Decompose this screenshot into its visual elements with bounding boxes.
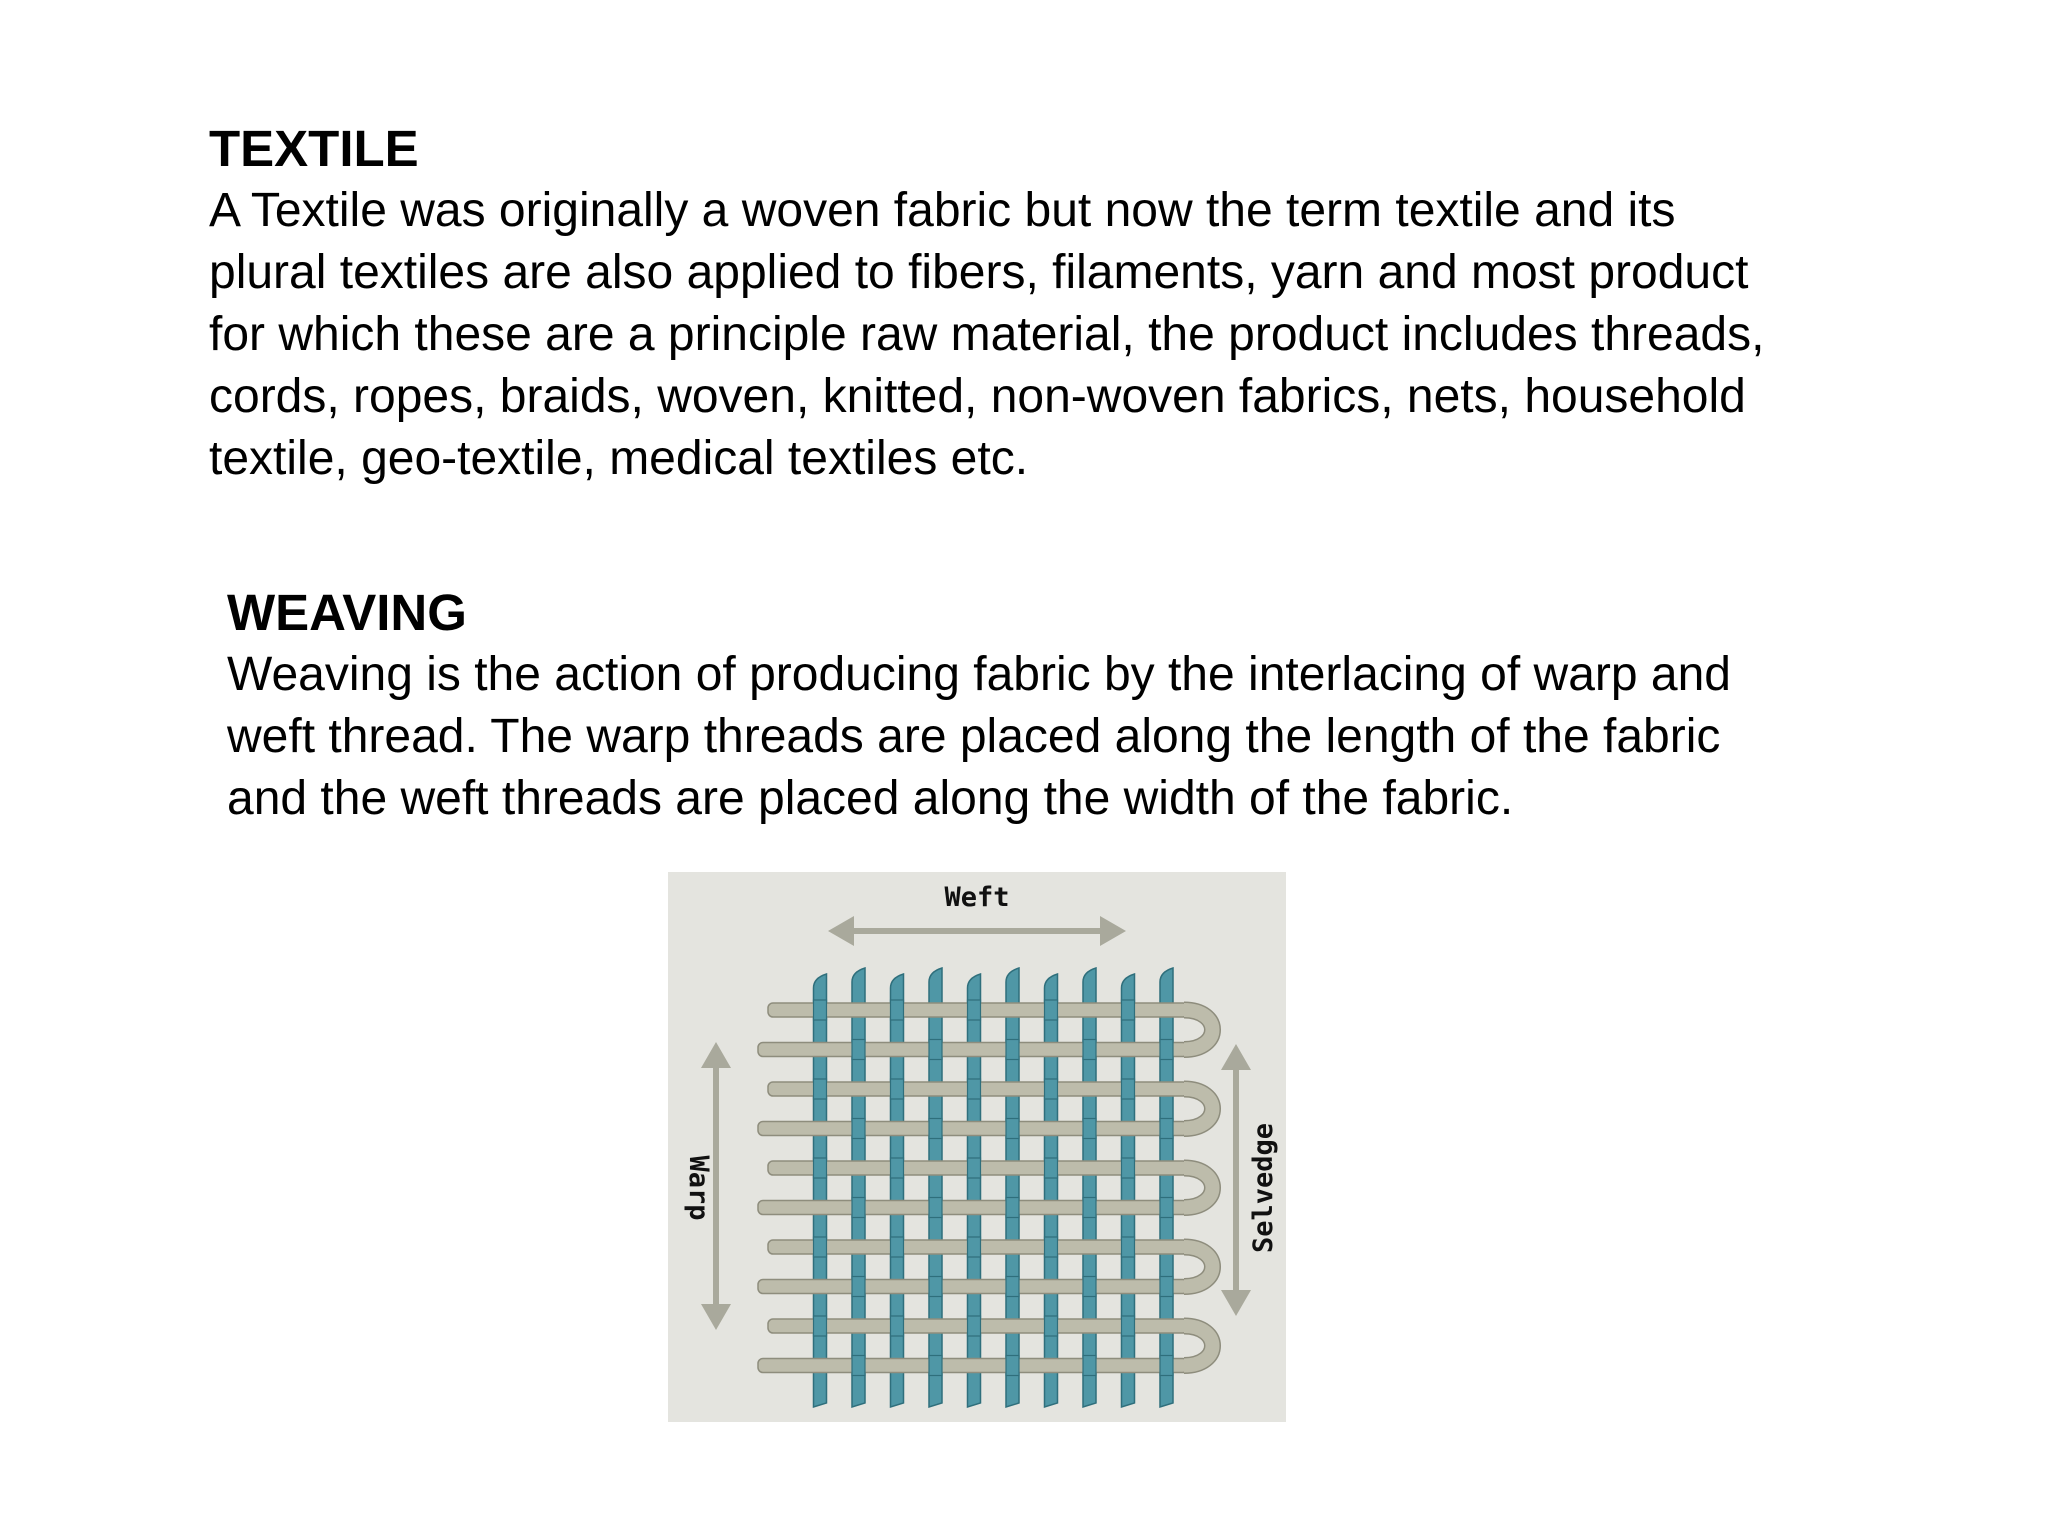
- warp-over-crossing: [929, 1040, 942, 1060]
- textile-section: [209, 118, 1929, 490]
- weaving-heading: WEAVING: [227, 584, 467, 641]
- warp-over-crossing: [814, 1237, 827, 1257]
- warp-over-crossing: [891, 1237, 904, 1257]
- warp-over-crossing: [1083, 1040, 1096, 1060]
- warp-over-crossing: [968, 1158, 981, 1178]
- warp-over-crossing: [929, 1356, 942, 1376]
- warp-thread: [1160, 968, 1173, 1407]
- textile-line: plural textiles are also applied to fibers, filaments, yarn and most product: [209, 246, 1749, 299]
- weave-diagram: [668, 872, 1286, 1422]
- weft-label: Weft: [944, 882, 1010, 913]
- warp-over-crossing: [968, 1079, 981, 1099]
- warp-thread: [852, 968, 865, 1407]
- warp-over-crossing: [968, 1316, 981, 1336]
- warp-over-crossing: [1160, 1040, 1173, 1060]
- textile-line: for which these are a principle raw material, the product includes threads,: [209, 308, 1765, 361]
- warp-over-crossing: [1083, 1356, 1096, 1376]
- warp-thread: [814, 974, 827, 1407]
- warp-over-crossing: [1006, 1277, 1019, 1297]
- weft-thread: [758, 1201, 1188, 1215]
- warp-over-crossing: [814, 1079, 827, 1099]
- warp-over-crossing: [814, 1000, 827, 1020]
- warp-thread: [929, 968, 942, 1407]
- warp-thread: [1006, 968, 1019, 1407]
- warp-over-crossing: [929, 1277, 942, 1297]
- selvedge-label: Selvedge: [1248, 1122, 1279, 1254]
- warp-over-crossing: [891, 1079, 904, 1099]
- warp-over-crossing: [852, 1356, 865, 1376]
- warp-over-crossing: [1122, 1237, 1135, 1257]
- warp-over-crossing: [1083, 1198, 1096, 1218]
- warp-thread: [968, 974, 981, 1407]
- warp-over-crossing: [1045, 1158, 1058, 1178]
- warp-over-crossing: [814, 1316, 827, 1336]
- weaving-line: weft thread. The warp threads are placed along the length of the fabric: [227, 710, 1721, 763]
- warp-over-crossing: [1122, 1079, 1135, 1099]
- weaving-line: Weaving is the action of producing fabric by the interlacing of warp and: [227, 648, 1731, 701]
- warp-over-crossing: [891, 1316, 904, 1336]
- weft-thread: [758, 1280, 1188, 1294]
- warp-over-crossing: [968, 1237, 981, 1257]
- warp-thread: [1122, 974, 1135, 1407]
- weft-thread: [758, 1359, 1188, 1373]
- warp-over-crossing: [1006, 1356, 1019, 1376]
- warp-over-crossing: [1045, 1237, 1058, 1257]
- warp-over-crossing: [1045, 1316, 1058, 1336]
- weft-thread: [758, 1122, 1188, 1136]
- warp-over-crossing: [929, 1119, 942, 1139]
- warp-over-crossing: [1160, 1119, 1173, 1139]
- warp-over-crossing: [1045, 1000, 1058, 1020]
- weave-diagram-svg: [668, 872, 1286, 1422]
- warp-over-crossing: [852, 1040, 865, 1060]
- warp-over-crossing: [1006, 1198, 1019, 1218]
- warp-over-crossing: [891, 1158, 904, 1178]
- warp-label: Warp: [683, 1155, 714, 1221]
- warp-over-crossing: [852, 1277, 865, 1297]
- warp-over-crossing: [1122, 1316, 1135, 1336]
- warp-over-crossing: [1006, 1040, 1019, 1060]
- textile-line: textile, geo-textile, medical textiles etc.: [209, 432, 1029, 485]
- textile-heading: TEXTILE: [209, 120, 419, 177]
- warp-over-crossing: [1083, 1277, 1096, 1297]
- warp-thread: [891, 974, 904, 1407]
- warp-over-crossing: [1122, 1158, 1135, 1178]
- weaving-paragraph: [227, 644, 1947, 830]
- warp-over-crossing: [1083, 1119, 1096, 1139]
- warp-over-crossing: [1045, 1079, 1058, 1099]
- textile-line: cords, ropes, braids, woven, knitted, non-woven fabrics, nets, household: [209, 370, 1746, 423]
- warp-over-crossing: [814, 1158, 827, 1178]
- warp-over-crossing: [891, 1000, 904, 1020]
- weaving-section: [227, 582, 1947, 830]
- warp-over-crossing: [968, 1000, 981, 1020]
- warp-over-crossing: [1160, 1198, 1173, 1218]
- weft-thread: [758, 1043, 1188, 1057]
- warp-over-crossing: [1160, 1277, 1173, 1297]
- warp-over-crossing: [852, 1119, 865, 1139]
- warp-thread: [1045, 974, 1058, 1407]
- warp-over-crossing: [929, 1198, 942, 1218]
- warp-over-crossing: [1006, 1119, 1019, 1139]
- textile-paragraph: [209, 180, 1929, 490]
- textile-line: A Textile was originally a woven fabric but now the term textile and its: [209, 184, 1676, 237]
- warp-thread: [1083, 968, 1096, 1407]
- warp-over-crossing: [1122, 1000, 1135, 1020]
- weaving-line: and the weft threads are placed along the width of the fabric.: [227, 772, 1514, 825]
- warp-over-crossing: [852, 1198, 865, 1218]
- warp-over-crossing: [1160, 1356, 1173, 1376]
